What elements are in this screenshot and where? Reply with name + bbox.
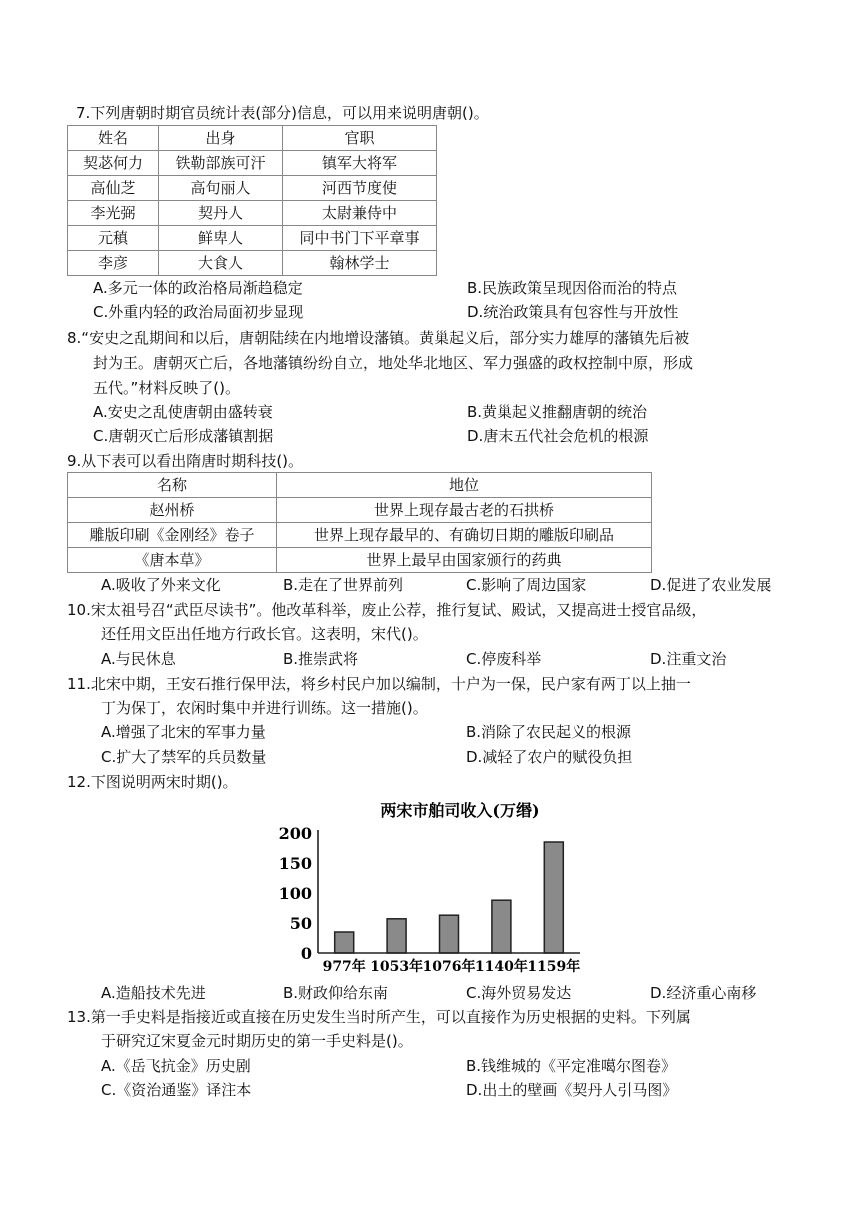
table-row (68, 176, 437, 201)
q8-option-c[interactable]: C.唐朝灭亡后形成藩镇割据 (93, 427, 274, 445)
q10-stem-line1: 10.宋太祖号召“武臣尽读书”。他改革科举，废止公荐，推行复试、殿试，又提高进士授官品级， (67, 601, 707, 619)
table-cell: 契丹人 (159, 201, 283, 226)
q9-option-b[interactable]: B.走在了世界前列 (283, 576, 404, 594)
q11-option-b[interactable]: B.消除了农民起义的根源 (466, 723, 632, 741)
table-cell: 鲜卑人 (159, 226, 283, 251)
table-cell: 雕版印刷《金刚经》卷子 (68, 523, 277, 548)
table-header-row (68, 473, 652, 498)
q7-option-b[interactable]: B.民族政策呈现因俗而治的特点 (467, 279, 678, 297)
table-header-cell: 出身 (159, 126, 283, 151)
x-tick-label: 1159年 (527, 959, 581, 975)
table-cell: 世界上现存最早的、有确切日期的雕版印刷品 (277, 523, 652, 548)
table-cell: 李彦 (68, 251, 159, 276)
q9-stem: 9.从下表可以看出隋唐时期科技()。 (67, 452, 304, 470)
q7-option-c[interactable]: C.外重内轻的政治局面初步显现 (93, 303, 304, 321)
table-cell: 同中书门下平章事 (283, 226, 437, 251)
q13-stem-line2: 于研究辽宋夏金元时期历史的第一手史料是()。 (101, 1032, 413, 1050)
q13-stem-line1: 13.第一手史料是指接近或直接在历史发生当时所产生，可以直接作为历史根据的史料。下列属 (67, 1008, 691, 1026)
q12-option-a[interactable]: A.造船技术先进 (101, 984, 206, 1002)
q8-option-d[interactable]: D.唐末五代社会危机的根源 (467, 427, 649, 445)
q13-option-a[interactable]: A.《岳飞抗金》历史剧 (101, 1057, 251, 1075)
q12-option-b[interactable]: B.财政仰给东南 (283, 984, 389, 1002)
chart-bar (335, 932, 354, 953)
table-row (68, 151, 437, 176)
chart-bar (387, 919, 406, 953)
table-row (68, 226, 437, 251)
y-tick-label: 200 (278, 824, 312, 843)
table-cell: 大食人 (159, 251, 283, 276)
q10-stem-line2: 还任用文臣出任地方行政长官。这表明，宋代()。 (101, 625, 428, 643)
table-cell: 契苾何力 (68, 151, 159, 176)
y-tick-label: 150 (278, 854, 312, 873)
q7-option-a[interactable]: A.多元一体的政治格局渐趋稳定 (93, 279, 303, 297)
table-header-cell: 姓名 (68, 126, 159, 151)
q12-option-c[interactable]: C.海外贸易发达 (466, 984, 572, 1002)
table-cell: 高句丽人 (159, 176, 283, 201)
table-cell: 《唐本草》 (68, 548, 277, 573)
chart-bar (440, 915, 459, 953)
table-cell: 高仙芝 (68, 176, 159, 201)
y-tick-label: 100 (278, 884, 312, 903)
table-cell: 李光弼 (68, 201, 159, 226)
table-cell: 世界上最早由国家颁行的药典 (277, 548, 652, 573)
q7-table (67, 125, 437, 276)
q13-option-c[interactable]: C.《资治通鉴》译注本 (101, 1081, 252, 1099)
y-tick-label: 50 (289, 914, 312, 933)
table-row (68, 548, 652, 573)
table-row (68, 201, 437, 226)
x-tick-label: 1140年 (474, 959, 528, 975)
table-header-cell: 地位 (277, 473, 652, 498)
y-tick-label: 0 (300, 944, 312, 963)
q11-stem-line2: 丁为保丁，农闲时集中并进行训练。这一措施()。 (101, 699, 428, 717)
table-cell: 翰林学士 (283, 251, 437, 276)
revenue-bar-chart (270, 792, 590, 982)
q8-stem-line1: 8.“安史之乱期间和以后，唐朝陆续在内地增设藩镇。黄巢起义后，部分实力雄厚的藩镇先后被 (67, 329, 690, 347)
q12-option-d[interactable]: D.经济重心南移 (650, 984, 757, 1002)
table-cell: 太尉兼侍中 (283, 201, 437, 226)
table-row (68, 523, 652, 548)
q10-option-b[interactable]: B.推崇武将 (283, 650, 359, 668)
q7-option-d[interactable]: D.统治政策具有包容性与开放性 (467, 303, 679, 321)
table-row (68, 251, 437, 276)
table-cell: 铁勒部族可汗 (159, 151, 283, 176)
table-header-cell: 名称 (68, 473, 277, 498)
q9-option-d[interactable]: D.促进了农业发展 (650, 576, 772, 594)
q12-stem: 12.下图说明两宋时期()。 (67, 773, 238, 791)
q9-table (67, 472, 652, 573)
q11-option-d[interactable]: D.减轻了农户的赋役负担 (466, 748, 633, 766)
q10-option-a[interactable]: A.与民休息 (101, 650, 176, 668)
table-cell: 赵州桥 (68, 498, 277, 523)
q8-option-a[interactable]: A.安史之乱使唐朝由盛转衰 (93, 403, 273, 421)
x-tick-label: 1053年 (370, 959, 424, 975)
table-header-row (68, 126, 437, 151)
q13-option-b[interactable]: B.钱维城的《平定准噶尔图卷》 (466, 1057, 677, 1075)
q9-option-c[interactable]: C.影响了周边国家 (466, 576, 587, 594)
table-row (68, 498, 652, 523)
q11-option-c[interactable]: C.扩大了禁军的兵员数量 (101, 748, 267, 766)
q8-stem-line3: 五代。”材料反映了()。 (93, 379, 240, 397)
table-cell: 世界上现存最古老的石拱桥 (277, 498, 652, 523)
chart-bar (492, 900, 511, 953)
x-tick-label: 977年 (322, 959, 366, 975)
q7-stem: 7.下列唐朝时期官员统计表(部分)信息，可以用来说明唐朝()。 (76, 104, 489, 122)
q8-stem-line2: 封为王。唐朝灭亡后，各地藩镇纷纷自立，地处华北地区、军力强盛的政权控制中原，形成 (93, 354, 694, 372)
table-cell: 河西节度使 (283, 176, 437, 201)
table-cell: 元稹 (68, 226, 159, 251)
table-header-cell: 官职 (283, 126, 437, 151)
q13-option-d[interactable]: D.出土的壁画《契丹人引马图》 (466, 1081, 678, 1099)
q10-option-d[interactable]: D.注重文治 (650, 650, 727, 668)
table-cell: 镇军大将军 (283, 151, 437, 176)
q11-stem-line1: 11.北宋中期，王安石推行保甲法，将乡村民户加以编制，十户为一保，民户家有两丁以上抽一 (67, 675, 691, 693)
q8-option-b[interactable]: B.黄巢起义推翻唐朝的统治 (467, 403, 648, 421)
q10-option-c[interactable]: C.停废科举 (466, 650, 542, 668)
q11-option-a[interactable]: A.增强了北宋的军事力量 (101, 723, 266, 741)
x-tick-label: 1076年 (422, 959, 476, 975)
chart-title: 两宋市舶司收入(万缗) (380, 801, 540, 820)
chart-bar (544, 842, 563, 953)
q9-option-a[interactable]: A.吸收了外来文化 (101, 576, 221, 594)
